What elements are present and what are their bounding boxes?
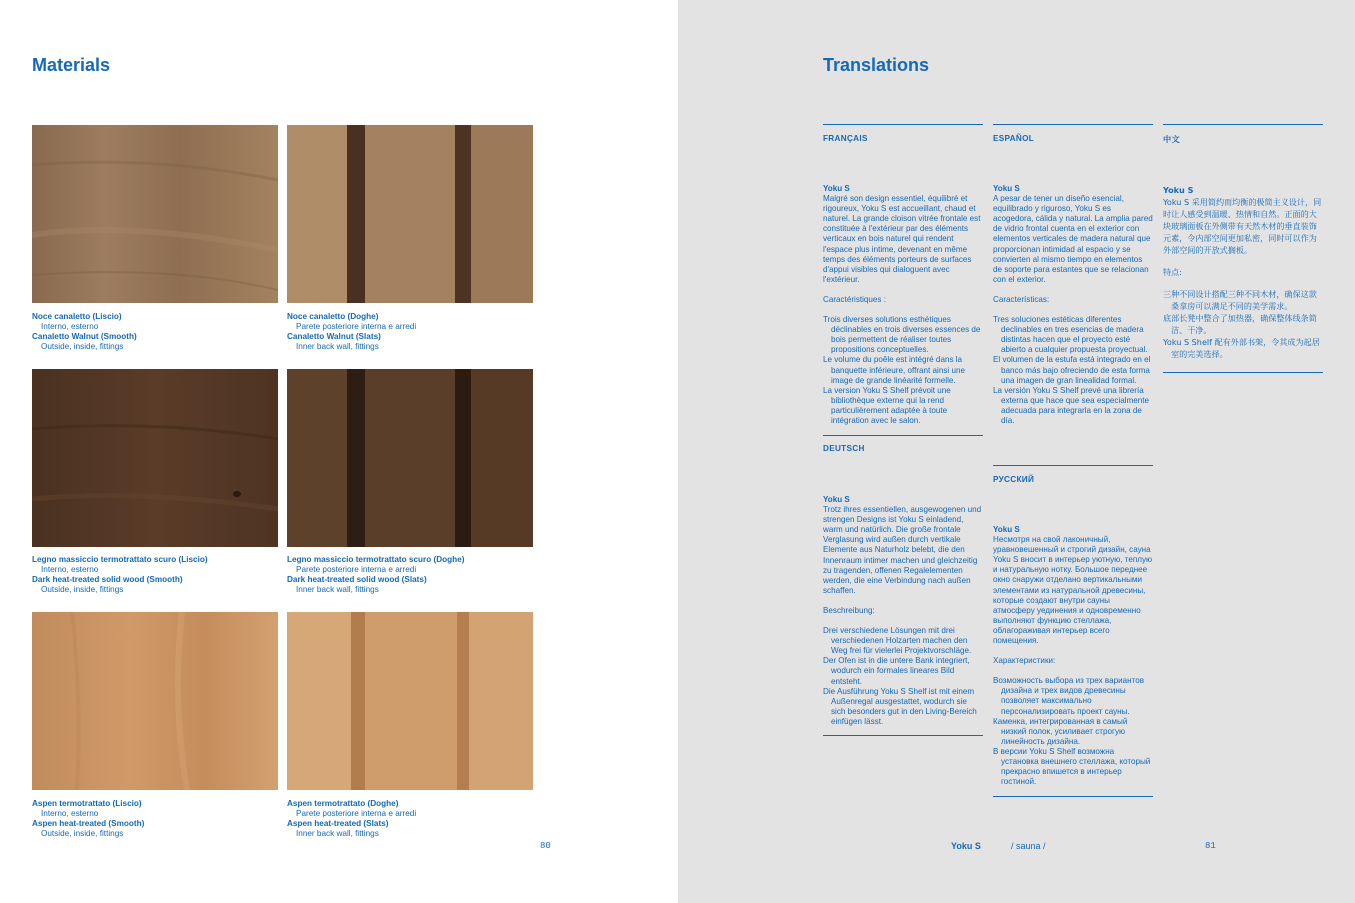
swatch-canaletto-walnut-slats [287, 125, 533, 303]
column-chinese [1163, 184, 1323, 360]
features-label: 特点: [1163, 267, 1182, 277]
feature-item: Возможность выбора из трех вариантов дизайна и трех видов древесины позволяет максимально персонализировать проект сауны. [993, 676, 1145, 716]
features-label: Характеристики: [993, 656, 1056, 666]
column-deutsch [823, 495, 983, 727]
heading-espanol: ESPAÑOL [993, 134, 1035, 143]
features-label: Beschreibung: [823, 605, 875, 615]
rule-ru-top [993, 465, 1153, 466]
caption-4: Legno massiccio termotrattato scuro (Doghe) Parete posteriore interna e arredi Dark heat-treated solid wood (Slats) Inner back wall, fittings [287, 555, 465, 594]
swatch-dark-heat-treated-smooth [32, 369, 278, 547]
feature-item: La version Yoku S Shelf prévoit une bibliothèque externe qui la rend particulièrement adaptée à toute intégration avec le salon. [823, 385, 951, 425]
materials-title: Materials [32, 55, 111, 75]
rule-de-bottom [823, 735, 983, 736]
page-number-left: 80 [540, 841, 551, 851]
feature-item: Drei verschiedene Lösungen mit drei verschiedenen Holzarten machen den Weg frei für vielerlei Projektvorschläge. [823, 626, 972, 656]
heading-francais: FRANÇAIS [823, 134, 868, 143]
swatch-dark-heat-treated-slats [287, 369, 533, 547]
features-label: Características: [993, 294, 1050, 304]
rule-zh-bottom [1163, 372, 1323, 373]
feature-item: Yoku S Shelf 配有外部书架，令其成为起居室的完美选择。 [1163, 337, 1320, 359]
feature-item: Каменка, интегрированная в самый низкий полок, усиливает строгую линейность дизайна. [993, 716, 1128, 746]
product-name: Yoku S [993, 525, 1020, 534]
rule-es-top [993, 124, 1153, 125]
product-name: Yoku S [823, 495, 850, 504]
intro-text: Malgré son design essentiel, équilibré et rigoureux, Yoku S est accueillant, chaud et naturel. La grande cloison vitrée frontale est constituée à l'extérieur par des éléments verticaux en bois naturel qui rendent l'espace plus intime, devenant en même temps des éléments porteurs de surfaces d'appui visibles qui dialoguent avec l'extérieur. [823, 194, 981, 284]
rule-fr-top [823, 124, 983, 125]
right-page [678, 0, 1355, 903]
column-francais [823, 184, 983, 426]
caption-5: Aspen termotrattato (Liscio) Interno, esterno Aspen heat-treated (Smooth) Outside, inside, fittings [32, 799, 145, 838]
caption-2: Noce canaletto (Doghe) Parete posteriore interna e arredi Canaletto Walnut (Slats) Inner back wall, fittings [287, 312, 417, 351]
swatch-aspen-slats [287, 612, 533, 790]
footer-brand: Yoku S [951, 841, 981, 851]
feature-item: В версии Yoku S Shelf возможна установка внешнего стеллажа, который прекрасно впишется в интерьер гостиной. [993, 746, 1151, 787]
feature-item: Tres soluciones estéticas diferentes declinables en tres esencias de madera distintas hacen que el proyecto esté abierto a cualquier propuesta proyectual. [993, 315, 1148, 355]
translations-title: Translations [823, 55, 930, 75]
feature-item: El volumen de la estufa está integrado en el banco más bajo ofreciendo de esta forma una imagen de gran linealidad formal. [993, 355, 1151, 385]
feature-item: Der Ofen ist in die untere Bank integriert, wodurch ein formales lineares Bild entsteht. [823, 656, 970, 686]
column-espanol [993, 184, 1153, 426]
feature-item: La versión Yoku S Shelf prevé una librería externa que hace que sea especialmente adecuada para integrarla en la zona de día. [993, 385, 1150, 425]
product-name: Yoku S [1163, 185, 1194, 195]
intro-text: A pesar de tener un diseño esencial, equilibrado y riguroso, Yoku S es acogedora, cálida y natural. La amplia pared de vidrio frontal cuenta en el exterior con elementos verticales de madera natural que proporcionan intimidad al espacio y se convierten al mismo tiempo en elementos de soporte para estantes que se relacionan con el exterior. [993, 194, 1153, 284]
rule-ru-bottom [993, 796, 1153, 797]
page-number-right: 81 [1205, 841, 1216, 851]
features-label: Caractéristiques : [823, 294, 886, 304]
intro-text: Trotz ihres essentiellen, ausgewogenen und strengen Designs ist Yoku S einladend, warm und natürlich. Die große frontale Verglasung wird außen durch vertikale Elemente aus Naturholz belebt, die den Innenraum intimer machen und gleichzeitig zu tragenden, offenen Regalelementen werden, die eine Verbindung nach außen schaffen. [823, 505, 982, 595]
heading-chinese: 中文 [1163, 135, 1180, 144]
feature-item: 三种不同设计搭配三种不同木材，确保这款桑拿房可以满足不同的美学需求。 [1163, 289, 1317, 311]
column-russian [993, 525, 1153, 787]
rule-de-top [823, 435, 983, 436]
feature-item: Trois diverses solutions esthétiques déclinables en trois diverses essences de bois permettent de réaliser toutes propositions conceptuelles. [823, 315, 981, 355]
product-name: Yoku S [823, 184, 850, 193]
swatch-canaletto-walnut-smooth [32, 125, 278, 303]
caption-1: Noce canaletto (Liscio) Interno, esterno Canaletto Walnut (Smooth) Outside, inside, fittings [32, 312, 137, 351]
feature-item: 底部长凳中整合了加热器，确保整体线条简洁、干净。 [1163, 313, 1317, 335]
feature-item: Die Ausführung Yoku S Shelf ist mit einem Außenregal ausgestattet, wodurch sie sich besonders gut in den Living-Bereich einfügen lässt. [823, 686, 977, 726]
heading-deutsch: DEUTSCH [823, 444, 865, 453]
product-name: Yoku S [993, 184, 1020, 193]
caption-6: Aspen termotrattato (Doghe) Parete posteriore interna e arredi Aspen heat-treated (Slats) Inner back wall, fittings [287, 799, 417, 838]
rule-zh-top [1163, 124, 1323, 125]
intro-text: Yoku S 采用简约而均衡的极简主义设计，同时让人感受到温暖、热情和自然。正面的大块玻璃面板在外侧带有天然木材的垂直装饰元素，令内部空间更加私密，同时可以作为外部空间的开放式搁板。 [1163, 197, 1322, 255]
footer-section: / sauna / [1011, 841, 1046, 851]
intro-text: Несмотря на свой лаконичный, уравновешенный и строгий дизайн, сауна Yoku S вносит в интерьер уютную, теплую и натуральную нотку. Большое переднее окно снаружи отделано вертикальными элементами из натуральной древесины, которые создают внутри сауны атмосферу уединения и одновременно выполняют функцию стеллажа, облагораживая интерьер всего помещения. [993, 535, 1153, 646]
feature-item: Le volume du poêle est intégré dans la banquette inférieure, offrant ainsi une image de grande linéarité formelle. [823, 355, 965, 385]
swatch-aspen-smooth [32, 612, 278, 790]
heading-russian: РУССКИЙ [993, 475, 1035, 484]
caption-3: Legno massiccio termotrattato scuro (Liscio) Interno, esterno Dark heat-treated solid wood (Smooth) Outside, inside, fittings [32, 555, 208, 594]
